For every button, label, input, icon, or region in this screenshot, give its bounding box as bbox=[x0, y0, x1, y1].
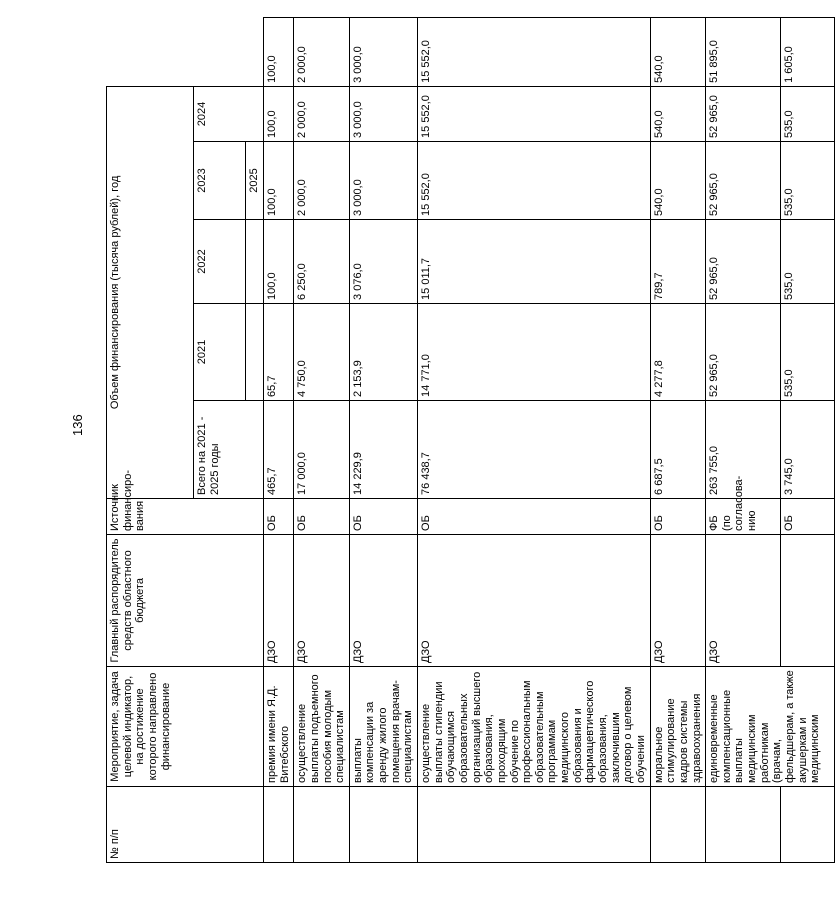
table-row bbox=[294, 18, 350, 863]
row-value-2024: 2 000,0 bbox=[294, 86, 350, 141]
row-num bbox=[781, 787, 835, 863]
row-value-2024: 52 965,0 bbox=[706, 86, 781, 141]
row-activity-part-1: единовременные компенсационные выплаты медицинским работникам bbox=[708, 689, 771, 783]
row-source: ОБ bbox=[781, 498, 835, 534]
row-source: ОБ bbox=[294, 498, 350, 534]
row-activity: осуществление выплаты стипендии обучающимся образовательных организаций высшего образования, проходящим обучение по профессиональным образовательным программам медицинского образования и фармацевтического образования, заключившим договор о целевом обучении bbox=[418, 666, 651, 786]
row-value-2023: 535,0 bbox=[781, 141, 835, 219]
row-manager: ДЗО bbox=[706, 534, 781, 666]
col-header-year-2023: 2023 bbox=[194, 141, 246, 219]
col-header-blank-2021 bbox=[246, 303, 264, 400]
row-num bbox=[706, 787, 781, 863]
row-value-2023: 2 000,0 bbox=[294, 141, 350, 219]
row-value-2021: 52 965,0 bbox=[706, 303, 781, 400]
row-value-2025: 15 552,0 bbox=[418, 18, 651, 87]
col-header-blank-2022 bbox=[246, 219, 264, 303]
row-activity: выплаты компенсации за аренду жилого помещения врачам-специалистам bbox=[349, 666, 417, 786]
row-activity: осуществление выплаты подъемного пособия молодым специалистам bbox=[294, 666, 350, 786]
row-manager: ДЗО bbox=[264, 534, 294, 666]
col-header-funding-group: Объем финансирования (тысяча рублей), год bbox=[107, 86, 194, 498]
row-value-2021: 14 771,0 bbox=[418, 303, 651, 400]
table-row bbox=[264, 18, 294, 863]
row-value-2022: 3 076,0 bbox=[349, 219, 417, 303]
row-num bbox=[264, 787, 294, 863]
row-value-2022: 535,0 bbox=[781, 219, 835, 303]
row-source: ФБ (по согласова-нию bbox=[706, 498, 781, 534]
row-value-2023: 15 552,0 bbox=[418, 141, 651, 219]
table-row bbox=[418, 18, 651, 863]
row-manager: ДЗО bbox=[349, 534, 417, 666]
row-num bbox=[349, 787, 417, 863]
col-header-year-2021: 2021 bbox=[194, 303, 246, 400]
rotated-page-content bbox=[106, 17, 822, 863]
row-total: 17 000,0 bbox=[294, 400, 350, 498]
row-activity bbox=[706, 666, 835, 786]
row-value-2022: 789,7 bbox=[650, 219, 706, 303]
row-value-2024: 540,0 bbox=[650, 86, 706, 141]
col-header-total: Всего на 2021 - 2025 годы bbox=[194, 400, 264, 498]
row-total: 6 687,5 bbox=[650, 400, 706, 498]
row-activity: моральное стимулирование кадров системы здравоохранения bbox=[650, 666, 706, 786]
row-value-2021: 535,0 bbox=[781, 303, 835, 400]
row-value-2023: 52 965,0 bbox=[706, 141, 781, 219]
row-value-2024: 3 000,0 bbox=[349, 86, 417, 141]
row-value-2021: 4 277,8 bbox=[650, 303, 706, 400]
row-num bbox=[650, 787, 706, 863]
row-value-2022: 15 011,7 bbox=[418, 219, 651, 303]
row-value-2024: 535,0 bbox=[781, 86, 835, 141]
row-value-2023: 3 000,0 bbox=[349, 141, 417, 219]
row-value-2025: 51 895,0 bbox=[706, 18, 781, 87]
row-activity: премия имени Я.Д. Витебского bbox=[264, 666, 294, 786]
row-total: 465,7 bbox=[264, 400, 294, 498]
page-number: 136 bbox=[70, 414, 85, 436]
row-value-2023: 540,0 bbox=[650, 141, 706, 219]
row-value-2022: 52 965,0 bbox=[706, 219, 781, 303]
row-value-2025: 2 000,0 bbox=[294, 18, 350, 87]
row-value-2024: 100,0 bbox=[264, 86, 294, 141]
row-value-2025: 3 000,0 bbox=[349, 18, 417, 87]
header-row-top bbox=[107, 18, 194, 863]
row-value-2025: 540,0 bbox=[650, 18, 706, 87]
row-source: ОБ bbox=[418, 498, 651, 534]
row-total: 76 438,7 bbox=[418, 400, 651, 498]
row-value-2022: 6 250,0 bbox=[294, 219, 350, 303]
col-header-activity: Мероприятие, задача целевой индикатор, на достижение которого направлено финансирование bbox=[107, 666, 264, 786]
row-value-2025: 100,0 bbox=[264, 18, 294, 87]
col-header-source: Источник финансиро-вания bbox=[107, 498, 264, 534]
row-value-2021: 65,7 bbox=[264, 303, 294, 400]
row-value-2021: 4 750,0 bbox=[294, 303, 350, 400]
row-value-2025: 1 605,0 bbox=[781, 18, 835, 87]
row-source: ОБ bbox=[349, 498, 417, 534]
row-source: ОБ bbox=[264, 498, 294, 534]
row-num bbox=[418, 787, 651, 863]
table-row bbox=[650, 18, 706, 863]
row-num bbox=[294, 787, 350, 863]
row-value-2024: 15 552,0 bbox=[418, 86, 651, 141]
col-header-num: № п/п bbox=[107, 787, 264, 863]
table-row bbox=[706, 18, 781, 863]
funding-table bbox=[106, 17, 835, 863]
row-source: ОБ bbox=[650, 498, 706, 534]
table-row bbox=[349, 18, 417, 863]
row-value-2023: 100,0 bbox=[264, 141, 294, 219]
col-header-year-2022: 2022 bbox=[194, 219, 246, 303]
col-header-manager: Главный распорядитель средств областного бюджета bbox=[107, 534, 264, 666]
row-value-2021: 2 153,9 bbox=[349, 303, 417, 400]
row-value-2022: 100,0 bbox=[264, 219, 294, 303]
col-header-year-2024: 2024 bbox=[194, 86, 264, 141]
row-manager: ДЗО bbox=[418, 534, 651, 666]
row-total: 3 745,0 bbox=[781, 400, 835, 498]
col-header-year-2025: 2025 bbox=[246, 141, 264, 219]
row-manager bbox=[781, 534, 835, 666]
row-manager: ДЗО bbox=[294, 534, 350, 666]
row-manager: ДЗО bbox=[650, 534, 706, 666]
row-total: 14 229,9 bbox=[349, 400, 417, 498]
row-activity-part-2: (врачам, фельдшерам, а также акушеркам и медицинским bbox=[771, 670, 822, 783]
row-total: 263 755,0 bbox=[706, 400, 781, 498]
